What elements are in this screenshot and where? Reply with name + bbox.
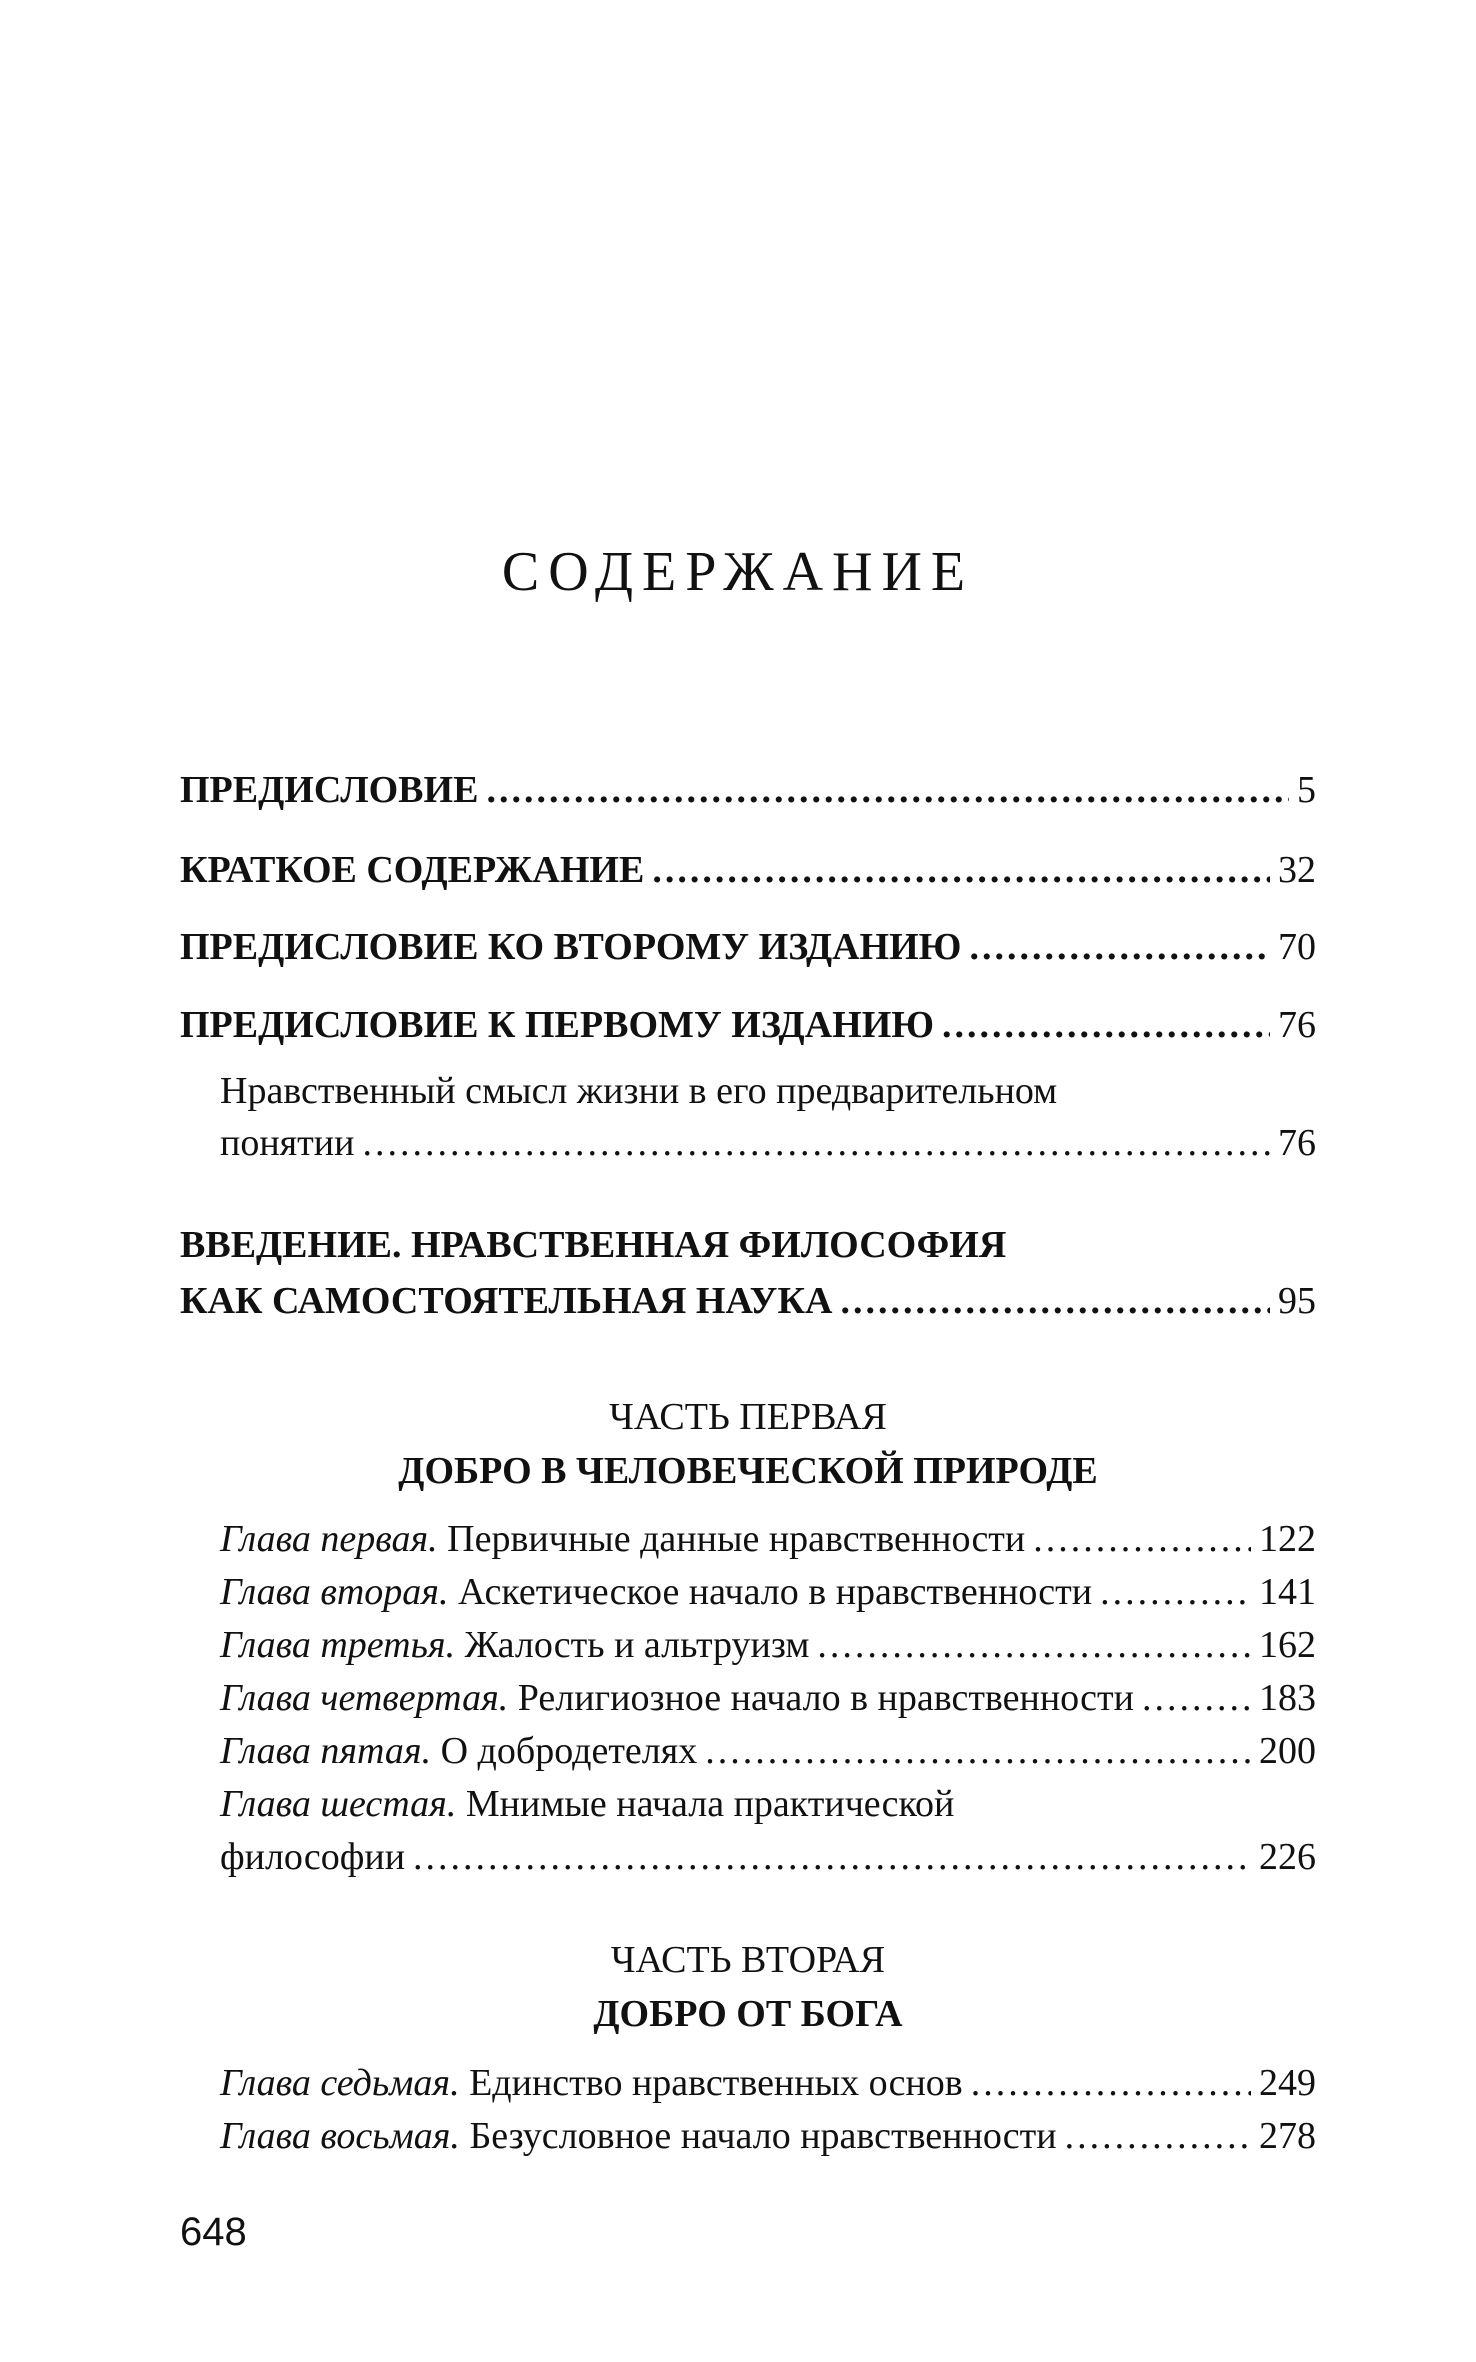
toc-entry-label <box>220 2058 963 2108</box>
toc-entry-label <box>220 1620 809 1670</box>
part1-title: ДОБРО В ЧЕЛОВЕЧЕСКОЙ ПРИРОДЕ <box>398 1450 1098 1492</box>
chapter-number: Глава вторая. <box>220 1571 449 1613</box>
toc-entry-label: понятии <box>220 1122 355 1164</box>
chapter-number: Глава седьмая. <box>220 2062 460 2104</box>
dot-leader <box>705 1726 1251 1776</box>
toc-entry-label <box>220 1567 1092 1617</box>
toc-chapter-3[interactable] <box>220 1620 1316 1670</box>
part2-title: ДОБРО ОТ БОГА <box>593 1993 903 2035</box>
toc-entry-label: КАК САМОСТОЯТЕЛЬНАЯ НАУКА <box>180 1280 833 1322</box>
toc-entry-preface-second-edition[interactable] <box>180 922 1316 972</box>
dot-leader <box>817 1620 1251 1670</box>
toc-chapter-5[interactable] <box>220 1726 1316 1776</box>
toc-entry-page: 76 <box>1278 1122 1316 1164</box>
chapter-title: Первичные данные нравственности <box>447 1518 1026 1560</box>
toc-chapter-6-line1 <box>220 1779 954 1829</box>
part2-heading: ЧАСТЬ ВТОРАЯ <box>610 1939 886 1981</box>
toc-subentry-line1: Нравственный смысл жизни в его предварительном <box>220 1070 1058 1112</box>
dot-leader <box>969 922 1270 972</box>
dot-leader <box>840 1276 1270 1326</box>
toc-entry-label: КРАТКОЕ СОДЕРЖАНИЕ <box>180 849 645 891</box>
toc-chapter-7[interactable] <box>220 2058 1316 2108</box>
chapter-title: О добродетелях <box>440 1730 698 1772</box>
page-title: СОДЕРЖАНИЕ <box>501 541 975 603</box>
toc-introduction-line1: ВВЕДЕНИЕ. НРАВСТВЕННАЯ ФИЛОСОФИЯ <box>180 1224 1007 1266</box>
toc-entry-introduction[interactable] <box>180 1276 1316 1326</box>
dot-leader <box>362 1118 1270 1168</box>
toc-entry-page: 200 <box>1259 1730 1316 1772</box>
toc-entry-page: 32 <box>1278 849 1316 891</box>
toc-entry-page: 249 <box>1259 2062 1316 2104</box>
toc-entry-page: 95 <box>1278 1280 1316 1322</box>
toc-entry-label <box>220 1726 697 1776</box>
toc-entry-label: ПРЕДИСЛОВИЕ К ПЕРВОМУ ИЗДАНИЮ <box>180 1004 935 1046</box>
toc-entry-label: ПРЕДИСЛОВИЕ <box>180 769 479 811</box>
dot-leader <box>1033 1514 1251 1564</box>
toc-entry-label <box>220 1673 1134 1723</box>
chapter-title: Религиозное начало в нравственности <box>517 1677 1134 1719</box>
dot-leader <box>942 1000 1270 1050</box>
dot-leader <box>1065 2111 1251 2161</box>
chapter-title: Аскетическое начало в нравственности <box>457 1571 1093 1613</box>
toc-entry-label: философии <box>220 1836 406 1878</box>
toc-chapter-2[interactable] <box>220 1567 1316 1617</box>
page-number: 648 <box>180 2210 247 2254</box>
chapter-number: Глава четвертая. <box>220 1677 509 1719</box>
toc-entry-label <box>220 1514 1025 1564</box>
toc-entry-page: 141 <box>1259 1571 1316 1613</box>
chapter-number: Глава пятая. <box>220 1730 432 1772</box>
toc-entry-summary[interactable] <box>180 845 1316 895</box>
toc-chapter-6[interactable] <box>220 1832 1316 1882</box>
chapter-number: Глава шестая. <box>220 1783 457 1825</box>
toc-entry-preface[interactable] <box>180 765 1316 815</box>
toc-chapter-4[interactable] <box>220 1673 1316 1723</box>
toc-entry-page: 5 <box>1297 769 1316 811</box>
chapter-title: Безусловное начало нравственности <box>469 2115 1057 2157</box>
chapter-number: Глава третья. <box>220 1624 456 1666</box>
toc-entry-preface-first-edition[interactable] <box>180 1000 1316 1050</box>
part1-heading: ЧАСТЬ ПЕРВАЯ <box>609 1396 887 1438</box>
toc-entry-page: 278 <box>1259 2115 1316 2157</box>
dot-leader <box>1100 1567 1251 1617</box>
toc-subentry[interactable] <box>220 1118 1316 1168</box>
dot-leader <box>1142 1673 1251 1723</box>
dot-leader <box>413 1832 1251 1882</box>
toc-entry-label: ПРЕДИСЛОВИЕ КО ВТОРОМУ ИЗДАНИЮ <box>180 926 962 968</box>
dot-leader <box>486 765 1289 815</box>
toc-entry-page: 183 <box>1259 1677 1316 1719</box>
chapter-title: Мнимые начала практической <box>465 1783 955 1825</box>
toc-entry-page: 70 <box>1278 926 1316 968</box>
toc-chapter-8[interactable] <box>220 2111 1316 2161</box>
toc-entry-label <box>220 2111 1057 2161</box>
dot-leader <box>971 2058 1251 2108</box>
chapter-title: Единство нравственных основ <box>469 2062 963 2104</box>
dot-leader <box>652 845 1270 895</box>
chapter-title: Жалость и альтруизм <box>464 1624 810 1666</box>
chapter-number: Глава восьмая. <box>220 2115 460 2157</box>
chapter-number: Глава первая. <box>220 1518 438 1560</box>
toc-entry-page: 226 <box>1259 1836 1316 1878</box>
toc-chapter-1[interactable] <box>220 1514 1316 1564</box>
toc-entry-page: 162 <box>1259 1624 1316 1666</box>
toc-entry-page: 122 <box>1259 1518 1316 1560</box>
toc-entry-page: 76 <box>1278 1004 1316 1046</box>
